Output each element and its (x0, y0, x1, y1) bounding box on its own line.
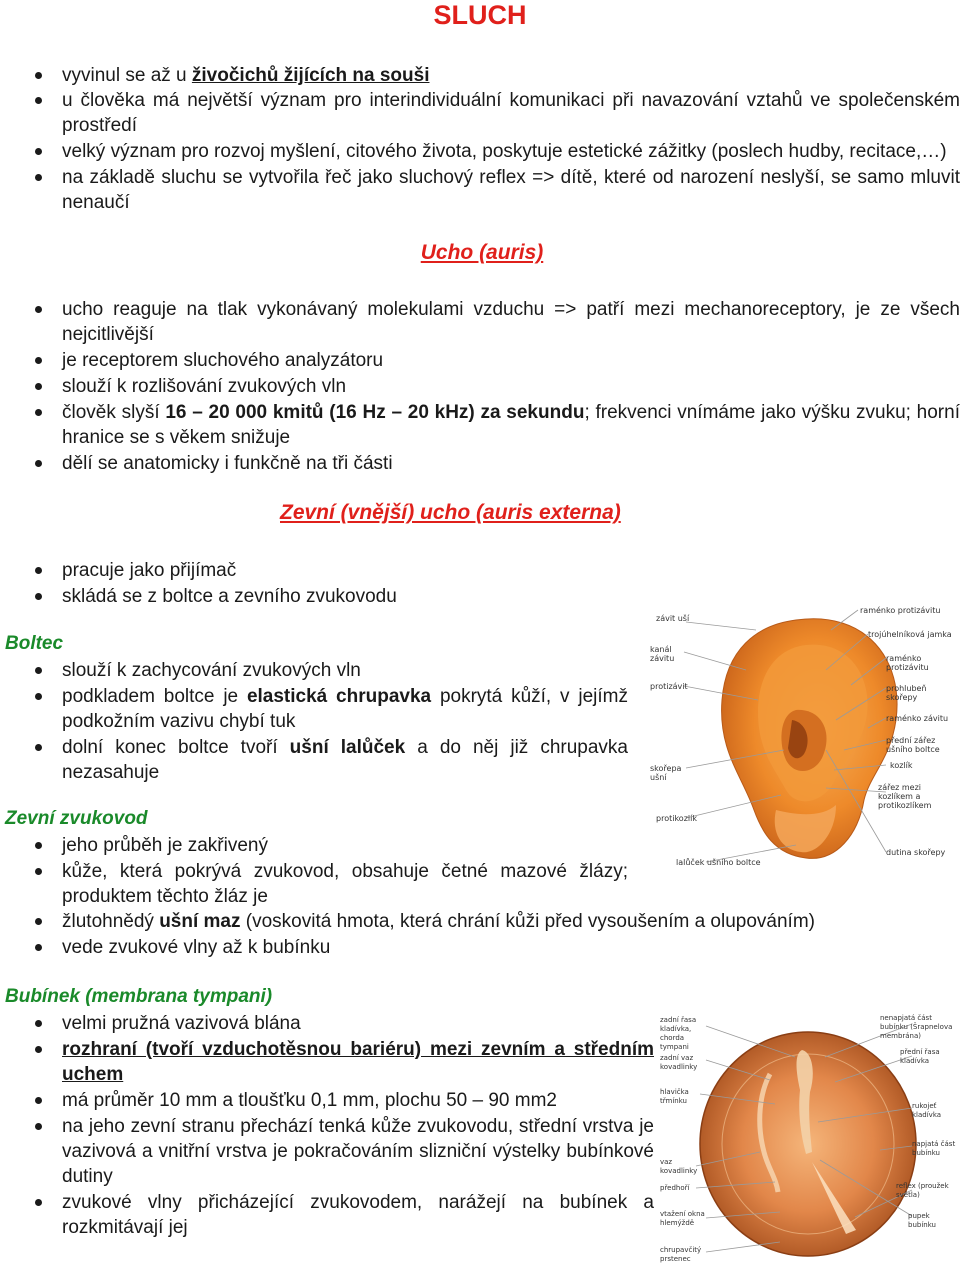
label-nenapjata-cast: nenapjatá část bubínku (Šrapnelova membrána) (880, 1014, 953, 1040)
label-lalucek: lalůček ušního boltce (676, 858, 761, 867)
label-ramenko-protizavitu-2: raménko protizávitu (886, 654, 929, 672)
list-item: má průměr 10 mm a tloušťku 0,1 mm, plochu 50 – 90 mm2 (0, 1088, 654, 1113)
label-chrupavcity-prstenec: chrupavčitý prstenec (660, 1246, 702, 1263)
list-item: velmi pružná vazivová blána (0, 1011, 654, 1036)
label-zadni-vaz: zadní vaz kovadlinky (660, 1054, 698, 1071)
label-predni-zarez: přední zářez ušního boltce (886, 736, 940, 754)
label-protizavit: protizávit (650, 682, 688, 691)
list-item: jeho průběh je zakřivený (0, 833, 628, 858)
intro-list (0, 63, 960, 216)
label-ramenko-zavitu: raménko závitu (886, 714, 949, 723)
label-pupek-bubinku: pupek bubínku (908, 1212, 936, 1229)
list-item: ucho reaguje na tlak vykonávaný molekulami vzduchu => patří mezi mechanoreceptory, je ze všech nejcitlivější (0, 297, 960, 347)
bubinek-list (0, 1011, 654, 1241)
label-kanal-zavitu: kanál závitu (650, 645, 675, 663)
label-vaz-kovadlinky: vaz kovadlinky (660, 1158, 698, 1175)
ucho-list (0, 297, 960, 477)
label-vtazeni-okna: vtažení okna hlemýždě (660, 1210, 705, 1227)
list-item: je receptorem sluchového analyzátoru (0, 348, 960, 373)
eardrum-diagram (660, 1012, 958, 1264)
ear-illustration (646, 600, 958, 870)
list-item: žlutohnědý ušní maz (voskovitá hmota, která chrání kůži před vysoušením a olupováním) (0, 909, 960, 934)
label-predhori: předhoří (660, 1184, 690, 1192)
list-item: člověk slyší 16 – 20 000 kmitů (16 Hz – 20 kHz) za sekundu; frekvenci vnímáme jako výšku zvuku; horní hranice se s věkem snižuje (0, 400, 960, 450)
label-zarez-kozlik: zářez mezi kozlíkem a protikozlíkem (878, 783, 932, 810)
label-skorepa: skořepa ušní (650, 764, 682, 782)
label-dutina-skorepy: dutina skořepy (886, 848, 946, 857)
list-item: pracuje jako přijímač (0, 558, 640, 583)
label-kozlik: kozlík (890, 761, 913, 770)
label-reflex: reflex (proužek světla) (896, 1182, 949, 1199)
label-ramenko-protizavitu-1: raménko protizávitu (860, 606, 941, 615)
list-item: vyvinul se až u živočichů žijících na souši (0, 63, 960, 88)
heading-boltec: Boltec (5, 633, 64, 654)
boltec-list (0, 658, 628, 786)
list-item: dělí se anatomicky i funkčně na tři části (0, 451, 960, 476)
list-item: rozhraní (tvoří vzduchotěsnou bariéru) mezi zevním a středním uchem (0, 1037, 654, 1087)
label-hlavicka-trminku: hlavička třmínku (660, 1088, 689, 1105)
ear-diagram (646, 600, 958, 870)
list-item: velký význam pro rozvoj myšlení, citového života, poskytuje estetické zážitky (poslech hudby, recitace,…) (0, 139, 960, 164)
list-item: na jeho zevní stranu přechází tenká kůže zvukovodu, střední vrstva je vazivová a vnitřní vrstva je pokračováním sliznіční výstelky bubínkové dutiny (0, 1114, 654, 1189)
heading-zvukovod: Zevní zvukovod (5, 808, 148, 829)
list-item: slouží k rozlišování zvukových vln (0, 374, 960, 399)
zvukovod-list-b (0, 909, 960, 961)
page-title: SLUCH (433, 0, 527, 30)
list-item: u člověka má největší význam pro interindividuální komunikaci při navazování vztahů ve společenském prostředí (0, 88, 960, 138)
zevni-list (0, 558, 640, 610)
label-protikozlik: protikozlík (656, 814, 697, 823)
label-napjata-cast: napjatá část bubínku (912, 1140, 956, 1157)
list-item: skládá se z boltce a zevního zvukovodu (0, 584, 640, 609)
zvukovod-list-a (0, 833, 628, 910)
list-item: kůže, která pokrývá zvukovod, obsahuje četné mazové žlázy; produktem těchto žláz je (0, 859, 628, 909)
list-item: dolní konec boltce tvoří ušní lalůček a do něj již chrupavka nezasahuje (0, 735, 628, 785)
list-item: zvukové vlny přicházející zvukovodem, narážejí na bubínek a rozkmitávají jej (0, 1190, 654, 1240)
label-rukojet-kladivka: rukojeť kladívka (912, 1102, 942, 1119)
heading-zevni-ucho: Zevní (vnější) ucho (auris externa) (280, 501, 621, 524)
list-item: na základě sluchu se vytvořila řeč jako sluchový reflex => dítě, které od narození neslyší, se samo mluvit nenaučí (0, 165, 960, 215)
list-item: podkladem boltce je elastická chrupavka pokrytá kůží, v jejímž podkožním vazivu chybí tuk (0, 684, 628, 734)
label-predni-rasa: přední řasa kladívka (900, 1048, 940, 1065)
list-item: vede zvukové vlny až k bubínku (0, 935, 960, 960)
label-zadni-rasa: zadní řasa kladívka, chorda tympani (660, 1016, 697, 1051)
label-trojuhelnikova-jamka: trojúhelníková jamka (868, 630, 952, 639)
list-item: slouží k zachycování zvukových vln (0, 658, 628, 683)
heading-bubinek: Bubínek (membrana tympani) (5, 986, 273, 1007)
label-zavit: závit uší (656, 614, 690, 623)
label-prohluben-skorepy: prohlubeň skořepy (886, 684, 927, 702)
heading-ucho: Ucho (auris) (420, 241, 544, 264)
